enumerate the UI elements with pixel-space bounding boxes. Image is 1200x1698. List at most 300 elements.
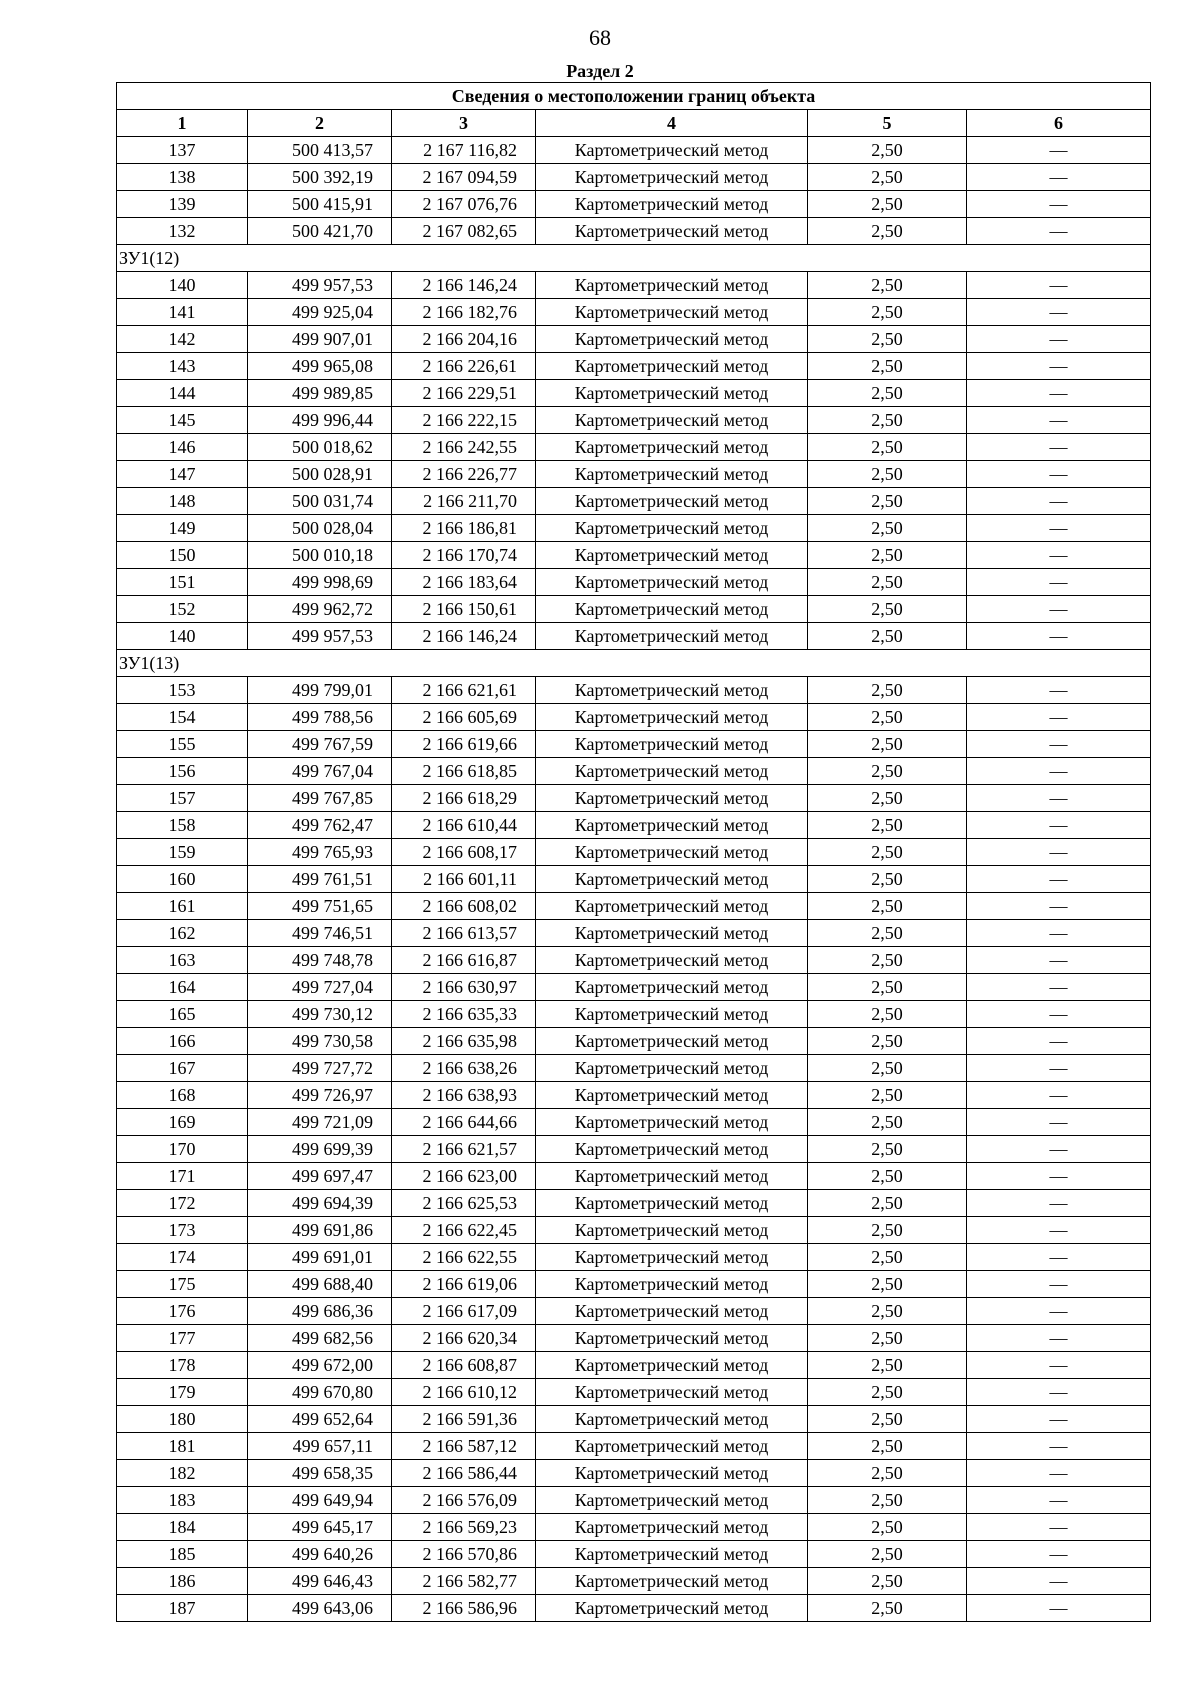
x-coordinate-cell: 499 727,72 — [248, 1055, 392, 1082]
y-coordinate-cell: 2 166 620,34 — [392, 1325, 536, 1352]
point-number-cell: 148 — [117, 488, 248, 515]
accuracy-cell: 2,50 — [808, 1271, 967, 1298]
method-cell: Картометрический метод — [536, 1028, 808, 1055]
method-cell: Картометрический метод — [536, 1190, 808, 1217]
accuracy-cell: 2,50 — [808, 353, 967, 380]
method-cell: Картометрический метод — [536, 164, 808, 191]
accuracy-cell: 2,50 — [808, 272, 967, 299]
column-header-1: 1 — [117, 110, 248, 137]
accuracy-cell: 2,50 — [808, 1001, 967, 1028]
description-cell: — — [967, 731, 1151, 758]
x-coordinate-cell: 500 413,57 — [248, 137, 392, 164]
point-number-cell: 140 — [117, 272, 248, 299]
accuracy-cell: 2,50 — [808, 1244, 967, 1271]
description-cell: — — [967, 596, 1151, 623]
description-cell: — — [967, 1433, 1151, 1460]
y-coordinate-cell: 2 166 211,70 — [392, 488, 536, 515]
table-row — [117, 866, 1151, 893]
description-cell: — — [967, 947, 1151, 974]
table-row — [117, 839, 1151, 866]
point-number-cell: 153 — [117, 677, 248, 704]
description-cell: — — [967, 164, 1151, 191]
table-row — [117, 299, 1151, 326]
point-number-cell: 152 — [117, 596, 248, 623]
y-coordinate-cell: 2 166 186,81 — [392, 515, 536, 542]
y-coordinate-cell: 2 166 622,45 — [392, 1217, 536, 1244]
description-cell: — — [967, 218, 1151, 245]
x-coordinate-cell: 499 726,97 — [248, 1082, 392, 1109]
description-cell: — — [967, 1406, 1151, 1433]
method-cell: Картометрический метод — [536, 1271, 808, 1298]
x-coordinate-cell: 499 925,04 — [248, 299, 392, 326]
y-coordinate-cell: 2 166 226,77 — [392, 461, 536, 488]
accuracy-cell: 2,50 — [808, 920, 967, 947]
y-coordinate-cell: 2 166 576,09 — [392, 1487, 536, 1514]
y-coordinate-cell: 2 166 617,09 — [392, 1298, 536, 1325]
accuracy-cell: 2,50 — [808, 1136, 967, 1163]
accuracy-cell: 2,50 — [808, 1055, 967, 1082]
point-number-cell: 138 — [117, 164, 248, 191]
table-row — [117, 785, 1151, 812]
table-row — [117, 1163, 1151, 1190]
group-row — [117, 650, 1151, 677]
y-coordinate-cell: 2 167 094,59 — [392, 164, 536, 191]
point-number-cell: 156 — [117, 758, 248, 785]
x-coordinate-cell: 499 697,47 — [248, 1163, 392, 1190]
accuracy-cell: 2,50 — [808, 974, 967, 1001]
y-coordinate-cell: 2 166 586,44 — [392, 1460, 536, 1487]
x-coordinate-cell: 499 767,59 — [248, 731, 392, 758]
table-row — [117, 407, 1151, 434]
y-coordinate-cell: 2 166 605,69 — [392, 704, 536, 731]
table-row — [117, 1487, 1151, 1514]
point-number-cell: 184 — [117, 1514, 248, 1541]
y-coordinate-cell: 2 166 616,87 — [392, 947, 536, 974]
description-cell: — — [967, 1352, 1151, 1379]
method-cell: Картометрический метод — [536, 1163, 808, 1190]
method-cell: Картометрический метод — [536, 731, 808, 758]
x-coordinate-cell: 499 788,56 — [248, 704, 392, 731]
table-row — [117, 1028, 1151, 1055]
accuracy-cell: 2,50 — [808, 1541, 967, 1568]
y-coordinate-cell: 2 166 619,66 — [392, 731, 536, 758]
accuracy-cell: 2,50 — [808, 1433, 967, 1460]
table-title: Сведения о местоположении границ объекта — [117, 83, 1151, 110]
y-coordinate-cell: 2 166 608,17 — [392, 839, 536, 866]
method-cell: Картометрический метод — [536, 569, 808, 596]
description-cell: — — [967, 1082, 1151, 1109]
method-cell: Картометрический метод — [536, 1406, 808, 1433]
table-row — [117, 623, 1151, 650]
description-cell: — — [967, 623, 1151, 650]
point-number-cell: 179 — [117, 1379, 248, 1406]
description-cell: — — [967, 1001, 1151, 1028]
table-row — [117, 1352, 1151, 1379]
accuracy-cell: 2,50 — [808, 218, 967, 245]
table-row — [117, 380, 1151, 407]
accuracy-cell: 2,50 — [808, 1082, 967, 1109]
description-cell: — — [967, 542, 1151, 569]
table-row — [117, 569, 1151, 596]
x-coordinate-cell: 499 762,47 — [248, 812, 392, 839]
point-number-cell: 181 — [117, 1433, 248, 1460]
description-cell: — — [967, 785, 1151, 812]
x-coordinate-cell: 499 699,39 — [248, 1136, 392, 1163]
y-coordinate-cell: 2 166 610,12 — [392, 1379, 536, 1406]
y-coordinate-cell: 2 166 610,44 — [392, 812, 536, 839]
point-number-cell: 137 — [117, 137, 248, 164]
table-row — [117, 704, 1151, 731]
accuracy-cell: 2,50 — [808, 569, 967, 596]
x-coordinate-cell: 499 957,53 — [248, 623, 392, 650]
accuracy-cell: 2,50 — [808, 1568, 967, 1595]
y-coordinate-cell: 2 167 082,65 — [392, 218, 536, 245]
method-cell: Картометрический метод — [536, 785, 808, 812]
accuracy-cell: 2,50 — [808, 542, 967, 569]
description-cell: — — [967, 1379, 1151, 1406]
x-coordinate-cell: 499 730,12 — [248, 1001, 392, 1028]
y-coordinate-cell: 2 166 150,61 — [392, 596, 536, 623]
y-coordinate-cell: 2 166 644,66 — [392, 1109, 536, 1136]
y-coordinate-cell: 2 166 229,51 — [392, 380, 536, 407]
x-coordinate-cell: 500 028,04 — [248, 515, 392, 542]
table-row — [117, 218, 1151, 245]
point-number-cell: 178 — [117, 1352, 248, 1379]
method-cell: Картометрический метод — [536, 1298, 808, 1325]
method-cell: Картометрический метод — [536, 920, 808, 947]
accuracy-cell: 2,50 — [808, 1190, 967, 1217]
point-number-cell: 174 — [117, 1244, 248, 1271]
accuracy-cell: 2,50 — [808, 812, 967, 839]
description-cell: — — [967, 1217, 1151, 1244]
description-cell: — — [967, 569, 1151, 596]
x-coordinate-cell: 499 748,78 — [248, 947, 392, 974]
table-row — [117, 326, 1151, 353]
accuracy-cell: 2,50 — [808, 434, 967, 461]
table-row — [117, 1298, 1151, 1325]
x-coordinate-cell: 499 694,39 — [248, 1190, 392, 1217]
y-coordinate-cell: 2 166 146,24 — [392, 623, 536, 650]
point-number-cell: 142 — [117, 326, 248, 353]
table-row — [117, 758, 1151, 785]
method-cell: Картометрический метод — [536, 1541, 808, 1568]
x-coordinate-cell: 499 686,36 — [248, 1298, 392, 1325]
description-cell: — — [967, 704, 1151, 731]
y-coordinate-cell: 2 166 170,74 — [392, 542, 536, 569]
y-coordinate-cell: 2 166 630,97 — [392, 974, 536, 1001]
x-coordinate-cell: 499 691,86 — [248, 1217, 392, 1244]
y-coordinate-cell: 2 166 586,96 — [392, 1595, 536, 1622]
point-number-cell: 150 — [117, 542, 248, 569]
x-coordinate-cell: 499 657,11 — [248, 1433, 392, 1460]
description-cell: — — [967, 137, 1151, 164]
point-number-cell: 182 — [117, 1460, 248, 1487]
accuracy-cell: 2,50 — [808, 623, 967, 650]
group-label: ЗУ1(13) — [117, 650, 1151, 677]
point-number-cell: 180 — [117, 1406, 248, 1433]
table-title-row — [117, 83, 1151, 110]
method-cell: Картометрический метод — [536, 353, 808, 380]
accuracy-cell: 2,50 — [808, 191, 967, 218]
table-row — [117, 1244, 1151, 1271]
accuracy-cell: 2,50 — [808, 299, 967, 326]
description-cell: — — [967, 434, 1151, 461]
y-coordinate-cell: 2 166 569,23 — [392, 1514, 536, 1541]
x-coordinate-cell: 500 010,18 — [248, 542, 392, 569]
method-cell: Картометрический метод — [536, 1379, 808, 1406]
method-cell: Картометрический метод — [536, 461, 808, 488]
description-cell: — — [967, 920, 1151, 947]
x-coordinate-cell: 499 767,85 — [248, 785, 392, 812]
description-cell: — — [967, 758, 1151, 785]
point-number-cell: 169 — [117, 1109, 248, 1136]
accuracy-cell: 2,50 — [808, 731, 967, 758]
method-cell: Картометрический метод — [536, 1487, 808, 1514]
y-coordinate-cell: 2 166 183,64 — [392, 569, 536, 596]
x-coordinate-cell: 499 761,51 — [248, 866, 392, 893]
point-number-cell: 185 — [117, 1541, 248, 1568]
y-coordinate-cell: 2 166 621,61 — [392, 677, 536, 704]
point-number-cell: 163 — [117, 947, 248, 974]
y-coordinate-cell: 2 166 625,53 — [392, 1190, 536, 1217]
table-row — [117, 191, 1151, 218]
description-cell: — — [967, 1271, 1151, 1298]
point-number-cell: 157 — [117, 785, 248, 812]
accuracy-cell: 2,50 — [808, 488, 967, 515]
point-number-cell: 149 — [117, 515, 248, 542]
table-row — [117, 137, 1151, 164]
description-cell: — — [967, 407, 1151, 434]
table-row — [117, 1271, 1151, 1298]
accuracy-cell: 2,50 — [808, 1460, 967, 1487]
page-number: 68 — [589, 25, 611, 50]
accuracy-cell: 2,50 — [808, 326, 967, 353]
x-coordinate-cell: 500 028,91 — [248, 461, 392, 488]
y-coordinate-cell: 2 166 635,98 — [392, 1028, 536, 1055]
description-cell: — — [967, 1109, 1151, 1136]
point-number-cell: 154 — [117, 704, 248, 731]
x-coordinate-cell: 499 996,44 — [248, 407, 392, 434]
x-coordinate-cell: 499 989,85 — [248, 380, 392, 407]
accuracy-cell: 2,50 — [808, 758, 967, 785]
method-cell: Картометрический метод — [536, 380, 808, 407]
description-cell: — — [967, 866, 1151, 893]
y-coordinate-cell: 2 166 182,76 — [392, 299, 536, 326]
y-coordinate-cell: 2 167 116,82 — [392, 137, 536, 164]
method-cell: Картометрический метод — [536, 515, 808, 542]
accuracy-cell: 2,50 — [808, 1028, 967, 1055]
point-number-cell: 145 — [117, 407, 248, 434]
table-row — [117, 677, 1151, 704]
table-row — [117, 920, 1151, 947]
x-coordinate-cell: 499 672,00 — [248, 1352, 392, 1379]
point-number-cell: 187 — [117, 1595, 248, 1622]
point-number-cell: 159 — [117, 839, 248, 866]
method-cell: Картометрический метод — [536, 326, 808, 353]
point-number-cell: 151 — [117, 569, 248, 596]
y-coordinate-cell: 2 166 608,02 — [392, 893, 536, 920]
description-cell: — — [967, 1460, 1151, 1487]
description-cell: — — [967, 326, 1151, 353]
description-cell: — — [967, 1163, 1151, 1190]
accuracy-cell: 2,50 — [808, 1109, 967, 1136]
description-cell: — — [967, 1541, 1151, 1568]
description-cell: — — [967, 1514, 1151, 1541]
x-coordinate-cell: 499 645,17 — [248, 1514, 392, 1541]
y-coordinate-cell: 2 166 618,29 — [392, 785, 536, 812]
point-number-cell: 176 — [117, 1298, 248, 1325]
point-number-cell: 171 — [117, 1163, 248, 1190]
y-coordinate-cell: 2 166 635,33 — [392, 1001, 536, 1028]
accuracy-cell: 2,50 — [808, 596, 967, 623]
accuracy-cell: 2,50 — [808, 1352, 967, 1379]
method-cell: Картометрический метод — [536, 1460, 808, 1487]
x-coordinate-cell: 499 957,53 — [248, 272, 392, 299]
description-cell: — — [967, 893, 1151, 920]
table-row — [117, 1325, 1151, 1352]
accuracy-cell: 2,50 — [808, 1379, 967, 1406]
method-cell: Картометрический метод — [536, 596, 808, 623]
table-row — [117, 1082, 1151, 1109]
point-number-cell: 147 — [117, 461, 248, 488]
y-coordinate-cell: 2 166 226,61 — [392, 353, 536, 380]
point-number-cell: 165 — [117, 1001, 248, 1028]
table-row — [117, 1109, 1151, 1136]
point-number-cell: 175 — [117, 1271, 248, 1298]
method-cell: Картометрический метод — [536, 1055, 808, 1082]
accuracy-cell: 2,50 — [808, 380, 967, 407]
accuracy-cell: 2,50 — [808, 677, 967, 704]
table-row — [117, 515, 1151, 542]
x-coordinate-cell: 499 682,56 — [248, 1325, 392, 1352]
x-coordinate-cell: 499 643,06 — [248, 1595, 392, 1622]
accuracy-cell: 2,50 — [808, 1406, 967, 1433]
x-coordinate-cell: 499 965,08 — [248, 353, 392, 380]
description-cell: — — [967, 353, 1151, 380]
accuracy-cell: 2,50 — [808, 1217, 967, 1244]
y-coordinate-cell: 2 166 613,57 — [392, 920, 536, 947]
accuracy-cell: 2,50 — [808, 1298, 967, 1325]
description-cell: — — [967, 974, 1151, 1001]
accuracy-cell: 2,50 — [808, 1163, 967, 1190]
table-row — [117, 974, 1151, 1001]
x-coordinate-cell: 499 721,09 — [248, 1109, 392, 1136]
x-coordinate-cell: 499 907,01 — [248, 326, 392, 353]
accuracy-cell: 2,50 — [808, 839, 967, 866]
method-cell: Картометрический метод — [536, 542, 808, 569]
table-row — [117, 1190, 1151, 1217]
point-number-cell: 186 — [117, 1568, 248, 1595]
table-row — [117, 1379, 1151, 1406]
method-cell: Картометрический метод — [536, 1244, 808, 1271]
method-cell: Картометрический метод — [536, 137, 808, 164]
method-cell: Картометрический метод — [536, 1514, 808, 1541]
point-number-cell: 170 — [117, 1136, 248, 1163]
point-number-cell: 155 — [117, 731, 248, 758]
table-row — [117, 1541, 1151, 1568]
x-coordinate-cell: 499 691,01 — [248, 1244, 392, 1271]
table-row — [117, 1406, 1151, 1433]
x-coordinate-cell: 499 652,64 — [248, 1406, 392, 1433]
table-row — [117, 812, 1151, 839]
group-label: ЗУ1(12) — [117, 245, 1151, 272]
description-cell: — — [967, 1568, 1151, 1595]
method-cell: Картометрический метод — [536, 812, 808, 839]
point-number-cell: 164 — [117, 974, 248, 1001]
description-cell: — — [967, 1055, 1151, 1082]
table-row — [117, 1460, 1151, 1487]
table-row — [117, 272, 1151, 299]
description-cell: — — [967, 272, 1151, 299]
y-coordinate-cell: 2 166 242,55 — [392, 434, 536, 461]
point-number-cell: 162 — [117, 920, 248, 947]
description-cell: — — [967, 1595, 1151, 1622]
x-coordinate-cell: 499 962,72 — [248, 596, 392, 623]
point-number-cell: 173 — [117, 1217, 248, 1244]
y-coordinate-cell: 2 166 623,00 — [392, 1163, 536, 1190]
table-row — [117, 947, 1151, 974]
description-cell: — — [967, 299, 1151, 326]
column-number-row — [117, 110, 1151, 137]
method-cell: Картометрический метод — [536, 1325, 808, 1352]
y-coordinate-cell: 2 166 618,85 — [392, 758, 536, 785]
point-number-cell: 132 — [117, 218, 248, 245]
table-row — [117, 893, 1151, 920]
group-row — [117, 245, 1151, 272]
method-cell: Картометрический метод — [536, 1109, 808, 1136]
method-cell: Картометрический метод — [536, 1433, 808, 1460]
y-coordinate-cell: 2 166 587,12 — [392, 1433, 536, 1460]
point-number-cell: 146 — [117, 434, 248, 461]
point-number-cell: 141 — [117, 299, 248, 326]
x-coordinate-cell: 499 765,93 — [248, 839, 392, 866]
accuracy-cell: 2,50 — [808, 704, 967, 731]
point-number-cell: 172 — [117, 1190, 248, 1217]
description-cell: — — [967, 1244, 1151, 1271]
table-row — [117, 488, 1151, 515]
table-row — [117, 1217, 1151, 1244]
table-row — [117, 1595, 1151, 1622]
description-cell: — — [967, 812, 1151, 839]
method-cell: Картометрический метод — [536, 434, 808, 461]
method-cell: Картометрический метод — [536, 866, 808, 893]
table-row — [117, 1001, 1151, 1028]
y-coordinate-cell: 2 166 204,16 — [392, 326, 536, 353]
method-cell: Картометрический метод — [536, 1352, 808, 1379]
method-cell: Картометрический метод — [536, 893, 808, 920]
table-row — [117, 596, 1151, 623]
description-cell: — — [967, 488, 1151, 515]
y-coordinate-cell: 2 166 570,86 — [392, 1541, 536, 1568]
boundary-coordinates-table — [116, 82, 1151, 1622]
point-number-cell: 183 — [117, 1487, 248, 1514]
table-row — [117, 1568, 1151, 1595]
x-coordinate-cell: 499 646,43 — [248, 1568, 392, 1595]
point-number-cell: 177 — [117, 1325, 248, 1352]
table-body — [117, 137, 1151, 1622]
description-cell: — — [967, 1190, 1151, 1217]
description-cell: — — [967, 1136, 1151, 1163]
point-number-cell: 161 — [117, 893, 248, 920]
x-coordinate-cell: 499 640,26 — [248, 1541, 392, 1568]
table-row — [117, 353, 1151, 380]
accuracy-cell: 2,50 — [808, 515, 967, 542]
y-coordinate-cell: 2 166 621,57 — [392, 1136, 536, 1163]
x-coordinate-cell: 500 421,70 — [248, 218, 392, 245]
y-coordinate-cell: 2 166 622,55 — [392, 1244, 536, 1271]
x-coordinate-cell: 499 767,04 — [248, 758, 392, 785]
method-cell: Картометрический метод — [536, 947, 808, 974]
